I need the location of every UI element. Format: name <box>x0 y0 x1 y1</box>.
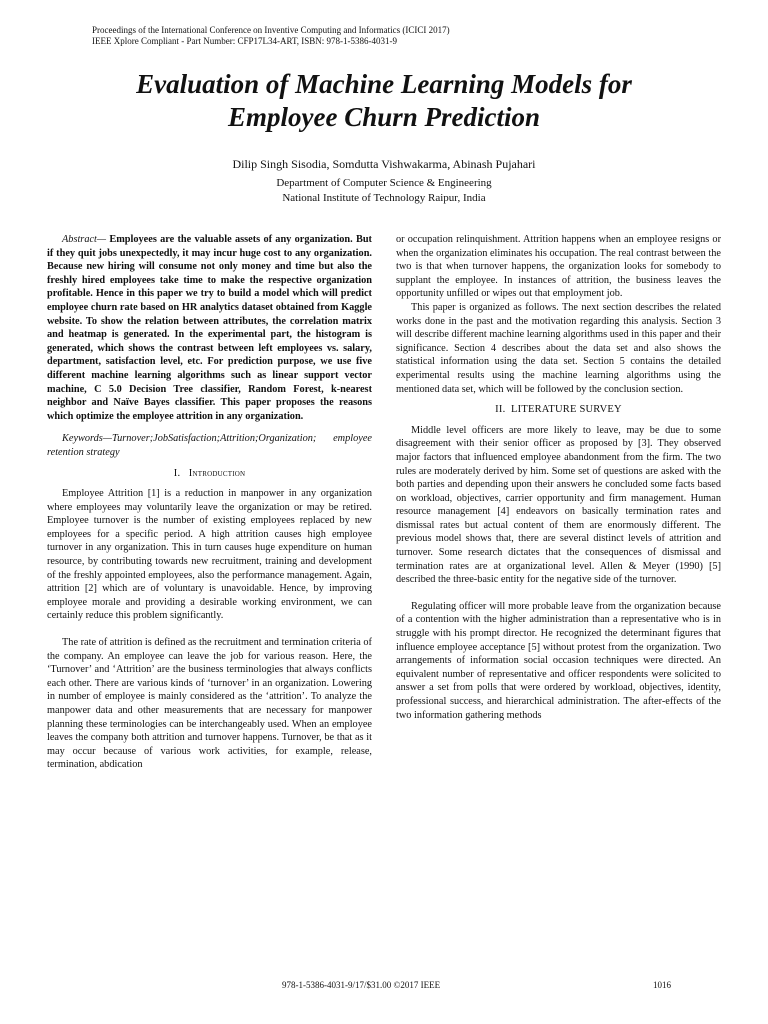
abstract-label: Abstract— <box>62 234 107 245</box>
section-heading-literature-survey <box>396 403 721 417</box>
section-number: I. <box>173 467 181 479</box>
header-line-2: IEEE Xplore Compliant - Part Number: CFP17L34-ART, ISBN: 978-1-5386-4031-9 <box>92 36 398 46</box>
left-column <box>47 233 372 772</box>
section-heading-introduction <box>47 467 372 481</box>
section-title: LITERATURE SURVEY <box>511 404 622 416</box>
section-title: Introduction <box>188 467 246 479</box>
right-column <box>396 233 721 722</box>
intro-paragraph-4: This paper is organized as follows. The next section describes the related works done in the past and the motivation regarding this analysis. Section 3 will describe different machine learning algorithms used in this paper and their significance. Section 4 describes about the data set and also shows the statistical information using the data set. Section 5 contains the detailed experimental results using the machine learning algorithms using the mentioned data set, which will be followed by the conclusion section. <box>396 301 721 395</box>
intro-paragraph-1: Employee Attrition [1] is a reduction in manpower in any organization where employees may voluntarily leave the organization or may be retired. Employee turnover is the number of existing employees replaced by new employees for a specific period. A high attrition causes high employee turnover in any organization. This in turn causes huge expenditure on human resource, by contributing towards new recruitment, training and development of the freshly appointed employees, also the performance management. Again, attrition [2] which are of voluntary is unavoidable. Hence, by improving employee morale and providing a desirable working environment, we can certainly reduce this problem significantly. <box>47 488 372 622</box>
abstract-text: Employees are the valuable assets of any organization. But if they quit jobs unexpectedly, it may incur huge cost to any organization. Because new hiring will consume not only money and time but also the freshly hired employees take time to make the respective organization profitable. Hence in this paper we try to build a model which will predict employee churn rate based on HR analytics dataset obtained from Kaggle website. To show the relation between attributes, the correlation matrix and heatmap is generated. In the experimental part, the histogram is generated, which shows the contrast between left employees vs. salary, department, satisfaction level, etc. For prediction purpose, we use five different machine learning algorithms such as linear support vector machine, C 5.0 Decision Tree classifier, Random Forest, k-nearest neighbor and Naïve Bayes classifier. This paper proposes the reasons which optimize the employee attrition in any organization. <box>47 234 372 422</box>
author-list: Dilip Singh Sisodia, Somdutta Vishwakarma, Abinash Pujahari <box>232 157 536 171</box>
literature-paragraph-1: Middle level officers are more likely to leave, may be due to some disagreement with their senior officer as proposed by [3]. They observed major factors that influenced employee abandonment from the firm. The two rules are moderately derived by him. Some set of questions are asked with the both parties and depending upon their answers he concluded some facts based on workload, objectives, carrier opportunity and firm management. Human resource management [4] endeavors on basically termination rates and dismissal rates but actual content of them are enormously different. The previous model shows that, there are several distinct levels of attrition and turnover. Some research dictates that the consequences of dismissal and termination rates are at organizational level. Allen & Meyer (1990) [5] described the three-basic entity for the negative side of the turnover. <box>396 424 721 586</box>
affiliation-institute: National Institute of Technology Raipur, India <box>282 192 486 204</box>
copyright-notice: 978-1-5386-4031-9/17/$31.00 ©2017 IEEE <box>282 980 441 990</box>
proceedings-header <box>92 25 450 47</box>
keywords: Keywords—Turnover;JobSatisfaction;Attrition;Organization; employee retention strategy <box>47 433 372 458</box>
abstract <box>47 233 372 423</box>
section-number: II. <box>495 404 506 416</box>
title-line-2: Employee Churn Prediction <box>227 102 541 132</box>
literature-paragraph-2: Regulating officer will more probable leave from the organization because of a contention with the higher administration than a representative who is in struggle with his prompt director. He recognized the determinant figures that influence employee acceptance [5] without protest from the organization. Two arrangements of information social occasion techniques were directed. An equivalent number of representative and officer respondents were solicited to answer a set from polls that were ordered by workload, objectives, identity, professional success, and hierarchical administration. The after-effects of the two information gathering methods <box>396 600 721 721</box>
page-number: 1016 <box>653 980 671 990</box>
paper-title <box>40 68 728 134</box>
intro-paragraph-3: or occupation relinquishment. Attrition happens when an employee resigns or when the organization eliminates his occupation. The real contrast between the two is that when turnover happens, the organization looks for somebody to supplant the employee. In instances of attrition, the business leaves the opportunity unfilled or wipes out that employment job. <box>396 234 721 300</box>
title-line-1: Evaluation of Machine Learning Models for <box>136 69 632 99</box>
affiliation-department: Department of Computer Science & Engineering <box>276 177 492 189</box>
header-line-1: Proceedings of the International Conference on Inventive Computing and Informatics (ICICI 2017) <box>92 25 450 35</box>
intro-paragraph-2: The rate of attrition is defined as the recruitment and termination criteria of the company. An employee can leave the job for various reason. Here, the ‘Turnover’ and ‘Attrition’ are the business terminologies that always conflicts each other. There are various kinds of ‘turnover’ in an organization. Lowering in number of employee is mainly considered as the ‘attrition’. To analyze the manpower data and other measurements that are necessary for manpower planning these terminologies can be interchangeably used. When an employee leaves the company both attrition and turnover happens. Turnover, be that as it may occur because of various work activities, for example, release, termination, abdication <box>47 637 372 771</box>
